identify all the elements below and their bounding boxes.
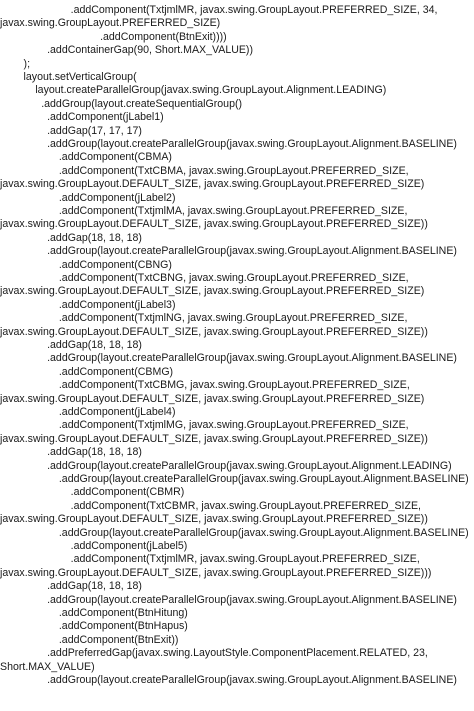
code-line: layout.setVerticalGroup(: [0, 71, 137, 83]
code-line: .addComponent(TxtjmlMG, javax.swing.GroupLayout.PREFERRED_SIZE,: [0, 419, 409, 432]
code-line: javax.swing.GroupLayout.DEFAULT_SIZE, javax.swing.GroupLayout.PREFERRED_SIZE))): [0, 566, 432, 579]
code-line: .addComponent(BtnHitung): [0, 607, 188, 619]
code-line: .addComponent(CBMG): [0, 365, 174, 378]
code-line: javax.swing.GroupLayout.PREFERRED_SIZE): [0, 17, 221, 30]
code-line: );: [0, 57, 31, 70]
code-line: .addGroup(layout.createParallelGroup(javax.swing.GroupLayout.Alignment.BASELINE): [0, 526, 469, 539]
code-line: .addComponent(jLabel2): [0, 191, 176, 204]
code-line: .addGroup(layout.createParallelGroup(javax.swing.GroupLayout.Alignment.BASELINE): [0, 674, 457, 686]
code-line: .addComponent(BtnExit)))): [0, 30, 227, 43]
code-line: .addGap(18, 18, 18): [0, 446, 142, 459]
code-line: javax.swing.GroupLayout.DEFAULT_SIZE, javax.swing.GroupLayout.PREFERRED_SIZE)): [0, 513, 428, 526]
code-line: .addComponent(TxtCBMA, javax.swing.GroupLayout.PREFERRED_SIZE,: [0, 164, 409, 177]
code-line: .addGroup(layout.createSequentialGroup(): [0, 97, 243, 110]
code-line: .addComponent(CBMR): [0, 486, 185, 499]
code-line: .addComponent(CBMA): [0, 151, 172, 164]
code-line: .addComponent(jLabel4): [0, 406, 176, 418]
code-line: .addComponent(TxtCBMG, javax.swing.GroupLayout.PREFERRED_SIZE,: [0, 379, 410, 392]
code-line: .addGroup(layout.createParallelGroup(javax.swing.GroupLayout.Alignment.LEADING): [0, 459, 452, 472]
code-line: javax.swing.GroupLayout.DEFAULT_SIZE, javax.swing.GroupLayout.PREFERRED_SIZE): [0, 392, 425, 405]
code-line: javax.swing.GroupLayout.DEFAULT_SIZE, javax.swing.GroupLayout.PREFERRED_SIZE)): [0, 218, 428, 231]
code-line: Short.MAX_VALUE): [0, 660, 95, 673]
code-line: .addGroup(layout.createParallelGroup(javax.swing.GroupLayout.Alignment.BASELINE): [0, 473, 469, 485]
code-line: .addComponent(BtnExit)): [0, 633, 179, 646]
code-line: .addComponent(TxtCBMR, javax.swing.GroupLayout.PREFERRED_SIZE,: [0, 499, 421, 512]
code-line: javax.swing.GroupLayout.DEFAULT_SIZE, javax.swing.GroupLayout.PREFERRED_SIZE): [0, 178, 425, 191]
code-line: javax.swing.GroupLayout.DEFAULT_SIZE, javax.swing.GroupLayout.PREFERRED_SIZE)): [0, 432, 428, 445]
code-line: .addComponent(TxtjmlMA, javax.swing.GroupLayout.PREFERRED_SIZE,: [0, 205, 408, 217]
code-line: .addGroup(layout.createParallelGroup(javax.swing.GroupLayout.Alignment.BASELINE): [0, 138, 457, 150]
code-line: javax.swing.GroupLayout.DEFAULT_SIZE, javax.swing.GroupLayout.PREFERRED_SIZE)): [0, 325, 428, 338]
code-line: .addComponent(TxtjmlNG, javax.swing.GroupLayout.PREFERRED_SIZE,: [0, 312, 408, 325]
code-line: layout.createParallelGroup(javax.swing.GroupLayout.Alignment.LEADING): [0, 84, 387, 97]
code-line: .addGap(18, 18, 18): [0, 580, 142, 593]
code-line: .addGap(18, 18, 18): [0, 231, 142, 244]
code-line: .addGroup(layout.createParallelGroup(javax.swing.GroupLayout.Alignment.BASELINE): [0, 245, 457, 258]
code-line: .addComponent(jLabel3): [0, 298, 176, 311]
code-line: .addComponent(jLabel1): [0, 111, 164, 124]
code-line: .addGroup(layout.createParallelGroup(javax.swing.GroupLayout.Alignment.BASELINE): [0, 593, 457, 606]
code-line: .addGroup(layout.createParallelGroup(javax.swing.GroupLayout.Alignment.BASELINE): [0, 352, 457, 365]
code-line: .addContainerGap(90, Short.MAX_VALUE)): [0, 44, 253, 57]
code-line: .addPreferredGap(javax.swing.LayoutStyle.ComponentPlacement.RELATED, 23,: [0, 647, 428, 660]
code-line: .addGap(17, 17, 17): [0, 124, 142, 137]
code-line: .addComponent(jLabel5): [0, 540, 188, 552]
code-line: .addGap(18, 18, 18): [0, 339, 142, 351]
code-line: javax.swing.GroupLayout.DEFAULT_SIZE, javax.swing.GroupLayout.PREFERRED_SIZE): [0, 285, 425, 298]
code-line: .addComponent(TxtCBNG, javax.swing.GroupLayout.PREFERRED_SIZE,: [0, 272, 409, 284]
code-line: .addComponent(TxtjmlMR, javax.swing.GroupLayout.PREFERRED_SIZE, 34,: [0, 4, 438, 16]
code-line: .addComponent(TxtjmlMR, javax.swing.GroupLayout.PREFERRED_SIZE,: [0, 553, 420, 566]
code-line: .addComponent(CBNG): [0, 258, 172, 271]
code-line: .addComponent(BtnHapus): [0, 620, 188, 633]
